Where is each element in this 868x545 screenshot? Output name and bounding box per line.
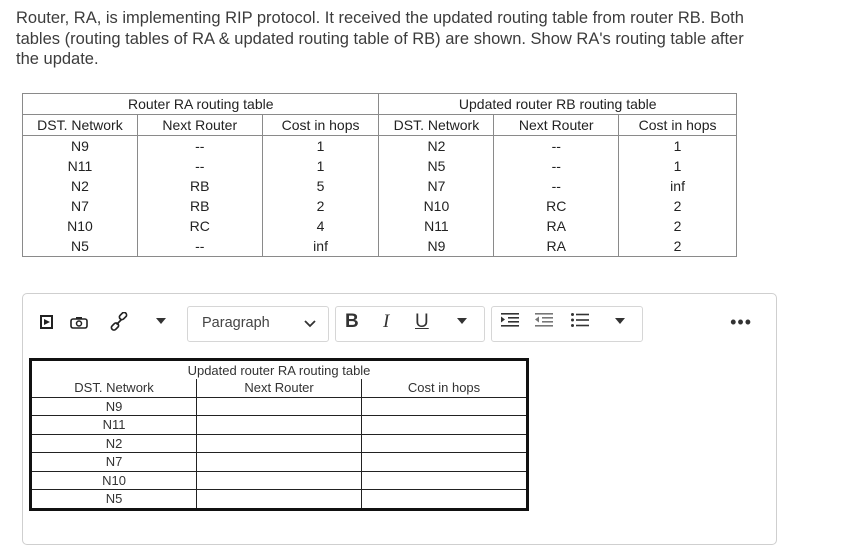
reference-routing-tables	[22, 93, 737, 257]
table-cell: inf	[262, 236, 379, 257]
table-cell: 2	[619, 236, 737, 257]
editable-cell[interactable]	[362, 490, 528, 510]
table-cell: RB	[137, 196, 262, 216]
table-cell: N7	[23, 196, 138, 216]
table-cell: N5	[379, 156, 494, 176]
table-cell: inf	[619, 176, 737, 196]
underline-button[interactable]: U	[415, 311, 429, 332]
table-row	[23, 176, 737, 196]
table-cell: N11	[379, 216, 494, 236]
bold-button[interactable]: B	[345, 311, 359, 332]
table-row[interactable]	[31, 471, 528, 490]
media-icon[interactable]	[40, 315, 53, 332]
link-icon[interactable]	[109, 312, 129, 335]
col-header: Next Router	[197, 379, 362, 397]
table-cell: 1	[619, 136, 737, 157]
table-cell: RC	[494, 196, 619, 216]
editable-cell[interactable]	[197, 471, 362, 490]
table-cell: --	[494, 136, 619, 157]
editable-cell[interactable]	[362, 434, 528, 453]
editable-cell[interactable]	[362, 453, 528, 472]
col-header: Cost in hops	[619, 115, 737, 136]
table-row	[23, 236, 737, 257]
table-cell: 1	[262, 156, 379, 176]
table-row[interactable]	[31, 416, 528, 435]
rich-text-editor[interactable]	[22, 293, 777, 545]
table-cell: N2	[31, 434, 197, 453]
col-header: DST. Network	[23, 115, 138, 136]
table-cell: --	[137, 236, 262, 257]
table-row	[23, 136, 737, 157]
table-row[interactable]	[31, 453, 528, 472]
table-cell: 5	[262, 176, 379, 196]
table-row[interactable]	[31, 434, 528, 453]
table-cell: 1	[262, 136, 379, 157]
chevron-down-icon	[304, 314, 316, 331]
indent-icon[interactable]	[501, 313, 519, 327]
editor-toolbar	[23, 294, 776, 352]
table-cell: --	[137, 156, 262, 176]
table-cell: N7	[379, 176, 494, 196]
more-icon[interactable]: •••	[730, 312, 752, 332]
question-text: Router, RA, is implementing RIP protocol. It received the updated routing table from router RB. Both tables (routing tables of RA & updated routing table of RB) are shown. Show RA's routing table after the update.	[16, 9, 744, 68]
table-row	[23, 156, 737, 176]
table-cell: N10	[23, 216, 138, 236]
table-cell: 1	[619, 156, 737, 176]
format-dropdown-icon[interactable]	[457, 318, 467, 324]
col-header: Cost in hops	[362, 379, 528, 397]
list-dropdown-icon[interactable]	[615, 318, 625, 324]
editable-cell[interactable]	[197, 453, 362, 472]
table-cell: N9	[31, 397, 197, 416]
answer-table[interactable]	[29, 358, 529, 511]
table-cell: 2	[619, 216, 737, 236]
table-cell: N9	[23, 136, 138, 157]
answer-table-title: Updated router RA routing table	[187, 362, 371, 378]
table-row[interactable]	[31, 490, 528, 510]
editable-cell[interactable]	[362, 416, 528, 435]
table-cell: N2	[379, 136, 494, 157]
ra-table-title: Router RA routing table	[23, 94, 379, 115]
table-cell: RB	[137, 176, 262, 196]
table-cell: RC	[137, 216, 262, 236]
table-cell: 4	[262, 216, 379, 236]
paragraph-style-select[interactable]	[187, 306, 329, 342]
table-cell: N10	[31, 471, 197, 490]
table-cell: N11	[31, 416, 197, 435]
editable-cell[interactable]	[362, 397, 528, 416]
table-row	[23, 216, 737, 236]
table-cell: --	[494, 156, 619, 176]
italic-button[interactable]: I	[383, 311, 390, 332]
editable-cell[interactable]	[197, 397, 362, 416]
table-cell: N10	[379, 196, 494, 216]
col-header: Next Router	[137, 115, 262, 136]
table-cell: RA	[494, 236, 619, 257]
camera-icon[interactable]	[70, 316, 88, 332]
outdent-icon[interactable]	[535, 313, 553, 327]
table-cell: --	[494, 176, 619, 196]
col-header: Cost in hops	[262, 115, 379, 136]
table-cell: N11	[23, 156, 138, 176]
col-header: DST. Network	[31, 379, 197, 397]
col-header: DST. Network	[379, 115, 494, 136]
table-row[interactable]	[31, 397, 528, 416]
list-icon[interactable]	[571, 313, 589, 327]
rb-table-title: Updated router RB routing table	[379, 94, 737, 115]
insert-dropdown-icon[interactable]	[156, 318, 166, 324]
editable-cell[interactable]	[197, 416, 362, 435]
table-cell: 2	[262, 196, 379, 216]
table-cell: --	[137, 136, 262, 157]
table-cell: N2	[23, 176, 138, 196]
table-cell: 2	[619, 196, 737, 216]
table-cell: N5	[31, 490, 197, 510]
table-cell: N9	[379, 236, 494, 257]
table-cell: N5	[23, 236, 138, 257]
paragraph-style-label: Paragraph	[202, 315, 270, 331]
editable-cell[interactable]	[197, 490, 362, 510]
editable-cell[interactable]	[197, 434, 362, 453]
editable-cell[interactable]	[362, 471, 528, 490]
table-row	[23, 196, 737, 216]
table-cell: RA	[494, 216, 619, 236]
col-header: Next Router	[494, 115, 619, 136]
table-cell: N7	[31, 453, 197, 472]
